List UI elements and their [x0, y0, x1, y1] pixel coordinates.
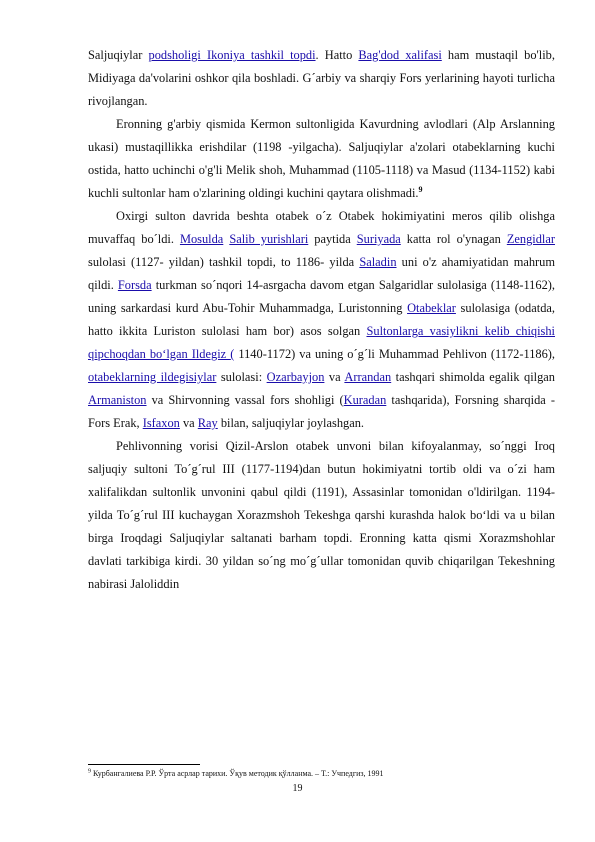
hyperlink[interactable]: Mosulda [179, 232, 224, 246]
hyperlink[interactable]: Saladin [359, 255, 397, 269]
hyperlink[interactable]: Kuradan [343, 393, 387, 407]
text-run: paytida [308, 232, 357, 246]
text-run: Pehlivonning vorisi Qizil-Arslon otabek unvoni bilan kifoyalanmay, so´nggi Iroq saljuqiy sultoni To´g´rul III (1177-1194)dan butun hokimiyatni tortib oldi va o´zi ham xalifalikdan sultonlik unvonini qabul qildi (1191), Assasinlar tomonidan o'ldirilgan. 1194-yilda To´g´rul III kuchaygan Xorazmshoh Tekeshga qarshi kurashda halok bo‘ldi va u bilan birga Iroqdagi Saljuqiylar saltanati barham topdi. Eronning katta qismi Xorazmshohlar davlati tarkibiga kirdi. 30 yildan so´ng mo´g´ullar tomonidan quvib chiqarilgan Tekeshning nabirasi Jaloliddin [88, 439, 555, 591]
hyperlink[interactable]: Forsda [117, 278, 152, 292]
text-run: Saljuqiylar [88, 48, 149, 62]
paragraph [88, 205, 555, 435]
text-run: katta rol o'ynagan [400, 232, 507, 246]
footnote [88, 769, 555, 779]
paragraph [88, 435, 555, 596]
hyperlink[interactable]: Salib yurishlari [229, 232, 309, 246]
hyperlink[interactable]: Armaniston [88, 393, 147, 407]
hyperlink[interactable]: podsholigi Ikoniya tashkil topdi [148, 48, 316, 62]
text-run: ham mustaqil bo'lib, Midiyaga da'volarini oshkor qila boshladi. G´arbiy va sharqiy Fors yerlarining hayoti turlicha rivojlangan. [88, 48, 555, 108]
text-run: sulolasi (1127- yildan) tashkil topdi, to 1186- yilda [88, 255, 360, 269]
text-run: va Shirvonning vassal fors shohligi ( [146, 393, 344, 407]
text-run: tashqarida), Forsning sharqida - Fors Erak, [88, 393, 555, 430]
paragraph [88, 44, 555, 113]
page-number: 19 [292, 783, 303, 794]
text-run: uni o'z ahamiyatidan mahrum qildi. [88, 255, 555, 292]
document-body [88, 44, 555, 596]
footnote-text: Курбангалиева Р.Р. Ўрта асрлар тарихи. Ўқув методик қўлланма. – Т.: Учпедгиз, 1991 [91, 769, 384, 778]
text-run: va [179, 416, 198, 430]
text-run: turkman so´nqori 14-asrgacha davom etgan Salgaridlar sulolasiga (1148-1162), uning sarkardasi kurd Abu-Tohir Muhammadga, Luristonning [88, 278, 555, 315]
text-run: . Hatto [315, 48, 359, 62]
paragraph [88, 113, 555, 205]
text-run: bilan, saljuqiylar joylashgan. [217, 416, 364, 430]
text-run: va [324, 370, 345, 384]
hyperlink[interactable]: Ozarbayjon [266, 370, 325, 384]
hyperlink[interactable]: Arrandan [344, 370, 392, 384]
text-run: Eronning g'arbiy qismida Kermon sultonligida Kavurdning avlodlari (Alp Arslanning ukasi) mustaqillikka erishdilar (1198 -yilgacha). Saljuqiylar a'zolari otabeklarning kuchi ostida, hatto uchinchi o'g'li Melik shoh, Muhammad (1105-1118) va Masud (1134-1152) kabi kuchli sultonlar ham o'zlarining oldingi kuchini qaytara olishmadi. [88, 117, 555, 200]
hyperlink[interactable]: Sultonlarga vasiylikni kelib chiqishi qipchoqdan bo‘lgan Ildegiz [88, 324, 556, 361]
hyperlink[interactable]: Bag'dod xalifasi [358, 48, 442, 62]
footnote-mark: 9 [88, 768, 91, 775]
text-run: 1140-1172) va uning o´g´li Muhammad Pehlivon (1172-1186), [234, 347, 556, 361]
hyperlink[interactable]: Ray [197, 416, 218, 430]
text-run: sulolasiga (odatda, hatto ikkita Luriston sulolasi ham bor) asos solgan [88, 301, 555, 338]
text-run: tashqari shimolda egalik qilgan [391, 370, 555, 384]
hyperlink[interactable]: Otabeklar [407, 301, 456, 315]
hyperlink[interactable]: Zengidlar [506, 232, 555, 246]
hyperlink[interactable]: otabeklarning ildegisiylar [88, 370, 217, 384]
footnote-separator [88, 764, 200, 765]
hyperlink[interactable]: Isfaxon [142, 416, 180, 430]
text-run: sulolasi: [216, 370, 267, 384]
hyperlink[interactable]: ( [230, 347, 235, 361]
hyperlink[interactable]: Suriyada [356, 232, 401, 246]
footnote-reference[interactable]: 9 [418, 184, 423, 194]
text-run: Oxirgi sulton davrida beshta otabek o´z Otabek hokimiyatini meros qilib olishga muvaffaq bo´ldi. [88, 209, 555, 246]
